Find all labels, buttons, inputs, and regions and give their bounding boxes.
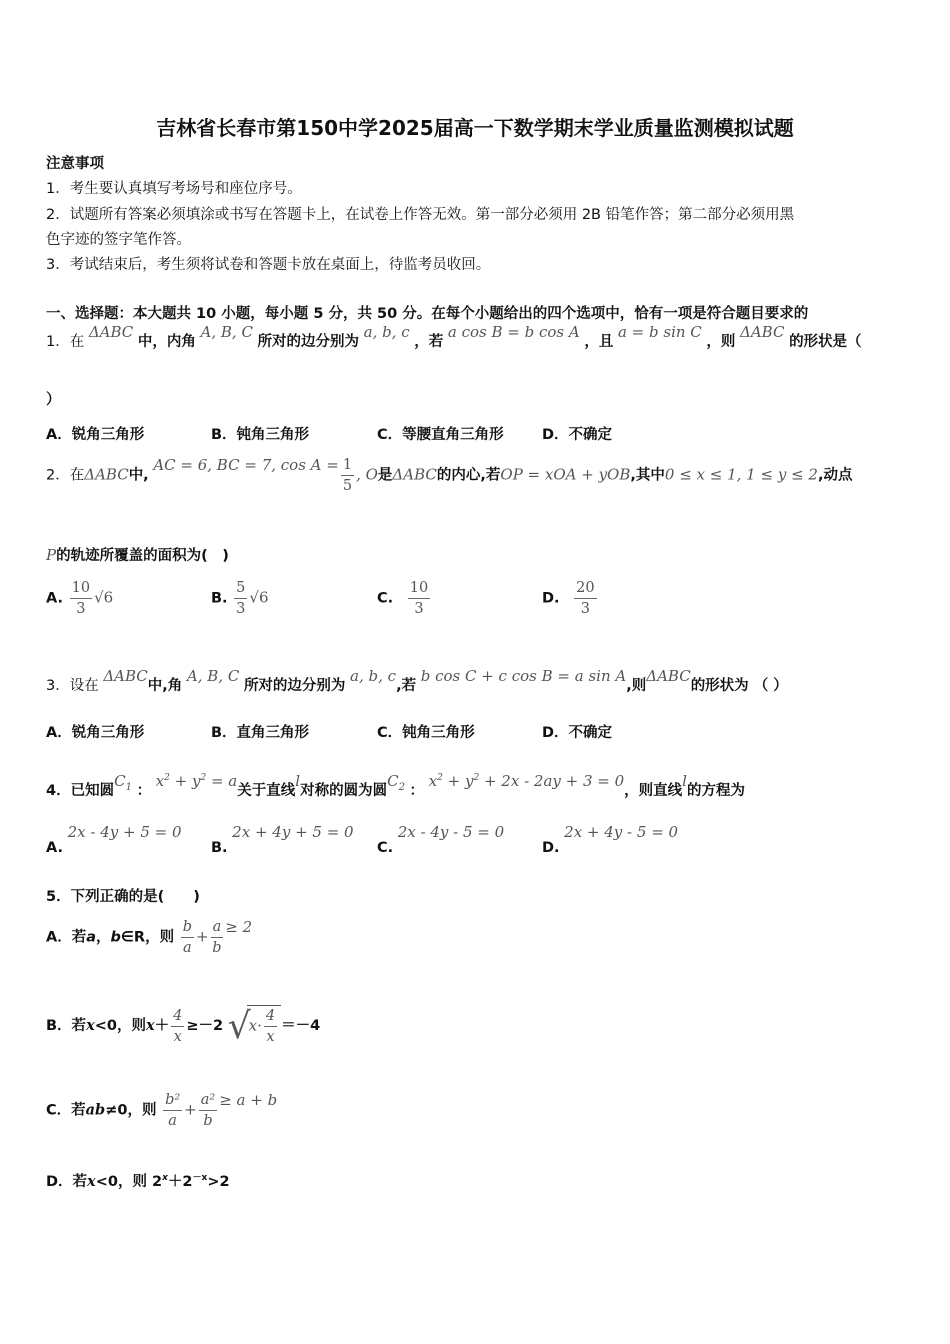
q5-text: ＋ xyxy=(154,1018,170,1034)
q4-eq1-exp: 2 xyxy=(200,773,207,783)
q4-math-c1 xyxy=(114,772,132,793)
q3-math-sides: a, b, c xyxy=(350,667,397,685)
q4-text: 对称的圆为圆 xyxy=(300,783,388,799)
q3-text: 中,角 xyxy=(147,678,183,694)
q3-text: 的形状为 （ ） xyxy=(690,678,788,694)
q2-math-vector: OP = xOA + yOB xyxy=(500,465,631,484)
q5-var: a xyxy=(86,929,97,946)
q1-paren-close: ） xyxy=(46,392,61,408)
q4-option-math: 2x - 4y - 5 = 0 xyxy=(397,823,505,841)
q1-option-d: D．不确定 xyxy=(542,427,613,443)
q4-option-label: A. xyxy=(46,840,63,856)
q2-option-label: B. xyxy=(211,590,228,607)
q1-math-condition-1: a cos B = b cos A xyxy=(447,323,580,341)
q5-text: A．若 xyxy=(46,929,87,946)
q5-option-d xyxy=(46,1170,230,1191)
q2-option-b xyxy=(211,578,269,619)
q5-c-frac-1 xyxy=(163,1090,182,1131)
frac-num: b² xyxy=(163,1090,182,1111)
q2-text: 中, xyxy=(128,467,149,484)
q1-option-b: B．钝角三角形 xyxy=(211,427,310,443)
q4-eq2-exp: 2 xyxy=(473,773,480,783)
q2-frac-den: 5 xyxy=(342,478,353,494)
q1-option-c: C．等腰直角三角形 xyxy=(377,427,504,443)
q3-math-condition: b cos C + c cos B = a sin A xyxy=(420,667,627,685)
notice-item-2: 2．试题所有答案必须填涂或书写在答题卡上，在试卷上作答无效。第一部分必须用 2B 铅笔作答；第二部分必须用黑 xyxy=(46,207,795,223)
q4-c2: C xyxy=(387,772,399,790)
q5-var: x xyxy=(86,1017,95,1034)
q2-d-fraction xyxy=(574,578,596,619)
q5-b-inner-frac xyxy=(264,1006,277,1047)
q2-a-root: √6 xyxy=(94,588,114,607)
q2-option-label: D. xyxy=(542,590,560,607)
question-4 xyxy=(46,772,745,802)
q4-eq2-y: + y xyxy=(442,772,474,790)
q4-option-b xyxy=(211,823,354,856)
q1-math-triangle: ΔABC xyxy=(88,323,134,341)
question-5: 5．下列正确的是( ) xyxy=(46,889,200,905)
q1-text: ，且 xyxy=(584,334,614,350)
q5-text: D．若 xyxy=(46,1174,88,1190)
q4-c1: C xyxy=(114,772,126,790)
q5-b-radicand xyxy=(247,1005,281,1047)
q4-eq2-rhs: + 2x - 2ay + 3 = 0 xyxy=(479,772,625,790)
q4-option-math: 2x + 4y - 5 = 0 xyxy=(564,823,679,841)
q4-math-c2 xyxy=(387,772,405,793)
q2-text: ,其中 xyxy=(630,467,665,484)
frac-den: a xyxy=(183,940,192,956)
q2-line-2 xyxy=(46,544,229,565)
question-1 xyxy=(46,323,862,351)
q5-option-a xyxy=(46,917,252,958)
q2-option-d xyxy=(542,578,599,619)
q2-option-label: C. xyxy=(377,590,394,607)
frac-den: 3 xyxy=(580,601,590,617)
q2-b-root: √6 xyxy=(249,588,269,607)
q5-exp: －x xyxy=(192,1173,208,1184)
frac-den: x xyxy=(173,1028,182,1045)
q4-eq2-x: x xyxy=(428,772,438,790)
q4-eq2-exp: 2 xyxy=(437,773,443,783)
q2-text: 是 xyxy=(377,467,393,484)
q5-var: x xyxy=(145,1017,155,1034)
q5-exp: x xyxy=(162,1173,168,1184)
q4-math-l: l xyxy=(682,772,687,790)
frac-num: 4 xyxy=(171,1006,184,1027)
q5-a-frac-1 xyxy=(181,917,194,958)
q2-frac-num: 1 xyxy=(341,455,354,476)
q5-text: C．若 xyxy=(46,1102,86,1119)
q4-option-d xyxy=(542,823,679,856)
q4-text: 4．已知圆 xyxy=(46,783,115,799)
q5-a-rhs: ≥ 2 xyxy=(225,917,253,936)
q4-option-math: 2x - 4y + 5 = 0 xyxy=(67,823,182,841)
frac-den: a xyxy=(168,1113,177,1129)
q5-plus: + xyxy=(196,927,209,946)
frac-num: 5 xyxy=(234,578,247,599)
q4-c1-sub: 1 xyxy=(125,782,132,793)
q4-text: ： xyxy=(136,783,152,799)
q2-a-fraction xyxy=(70,578,92,619)
q2-number: 2．在 xyxy=(46,467,85,484)
q1-number: 1．在 xyxy=(46,334,85,350)
q2-c-fraction xyxy=(408,578,430,619)
q1-math-sides: a, b, c xyxy=(363,323,410,341)
q4-eq1-y: + y xyxy=(169,772,201,790)
q4-text: ，则直线 xyxy=(624,783,683,799)
q2-b-fraction xyxy=(234,578,247,619)
q3-text: ,若 xyxy=(396,678,417,694)
q2-math-triangle: ΔABC xyxy=(84,465,129,484)
q2-math-triangle: ΔABC xyxy=(392,465,437,484)
question-3 xyxy=(46,667,788,695)
q2-option-c xyxy=(377,578,432,619)
q5-text: <0，则 2 xyxy=(95,1174,163,1190)
q4-c2-sub: 2 xyxy=(398,782,405,793)
q5-text: B．若 xyxy=(46,1018,87,1034)
frac-den: b xyxy=(203,1113,213,1129)
q4-eq1-x: x xyxy=(155,772,165,790)
q5-var: b xyxy=(110,929,121,946)
q4-math-eq1 xyxy=(156,772,238,790)
q5-text: >2 xyxy=(207,1174,230,1190)
q5-text: ≥－2 xyxy=(186,1018,224,1034)
q2-option-a xyxy=(46,578,113,619)
frac-den: 3 xyxy=(76,601,86,617)
q5-c-rhs: ≥ a + b xyxy=(219,1090,278,1109)
q5-var: x xyxy=(87,1173,96,1190)
frac-den: b xyxy=(212,940,222,956)
q5-text: ＋2 xyxy=(167,1174,193,1190)
frac-num: 10 xyxy=(408,578,430,599)
q2-option-label: A. xyxy=(46,590,63,607)
q1-math-angles: A, B, C xyxy=(200,323,253,341)
q2-math-given: AC = 6, BC = 7, cos A = xyxy=(153,455,339,474)
q3-math-triangle: ΔABC xyxy=(103,667,148,685)
q1-text: 中，内角 xyxy=(137,334,196,350)
q4-math-eq2 xyxy=(429,772,625,790)
q3-option-a: A．锐角三角形 xyxy=(46,725,145,741)
frac-den: x xyxy=(266,1029,275,1045)
q4-option-label: B. xyxy=(211,840,228,856)
frac-den: 3 xyxy=(414,601,424,617)
q4-option-c xyxy=(377,823,505,856)
frac-num: 10 xyxy=(70,578,92,599)
q4-option-label: C. xyxy=(377,840,394,856)
q5-text: ∈R，则 xyxy=(120,929,175,946)
q4-eq1-rhs: = a xyxy=(206,772,238,790)
q2-text: 的内心,若 xyxy=(436,467,501,484)
q5-text: ≠0，则 xyxy=(105,1102,157,1119)
sqrt-icon: √ xyxy=(227,1005,251,1047)
q4-option-a xyxy=(46,823,182,856)
q2-text: 的轨迹所覆盖的面积为( ) xyxy=(56,548,229,564)
q4-text: 关于直线 xyxy=(237,783,296,799)
q2-text: ,动点 xyxy=(817,467,853,484)
q2-fraction xyxy=(341,455,354,496)
page-title: 吉林省长春市第150中学2025届高一下数学期末学业质量监测模拟试题 xyxy=(156,116,794,140)
frac-num: 4 xyxy=(264,1006,277,1027)
q4-text: ： xyxy=(409,783,425,799)
q1-text: 的形状是（ xyxy=(789,334,862,350)
q3-option-d: D．不确定 xyxy=(542,725,613,741)
frac-num: a² xyxy=(199,1090,217,1111)
q1-math-triangle: ΔABC xyxy=(740,323,785,341)
q3-text: 所对的边分别为 xyxy=(243,678,346,694)
q5-b-frac xyxy=(171,1006,184,1047)
q4-option-math: 2x + 4y + 5 = 0 xyxy=(232,823,354,841)
notice-heading: 注意事项 xyxy=(46,156,104,172)
q3-option-b: B．直角三角形 xyxy=(211,725,310,741)
q3-math-angles: A, B, C xyxy=(186,667,240,685)
notice-item-1: 1．考生要认真填写考场号和座位序号。 xyxy=(46,181,302,197)
q1-text: ，则 xyxy=(706,334,736,350)
q1-option-a: A．锐角三角形 xyxy=(46,427,145,443)
q5-text: <0，则 xyxy=(94,1018,146,1034)
notice-item-3: 3．考试结束后，考生须将试卷和答题卡放在桌面上，待监考员收回。 xyxy=(46,257,491,273)
q5-c-frac-2 xyxy=(199,1090,217,1131)
frac-den: 3 xyxy=(236,601,246,617)
section-heading: 一、选择题：本大题共 10 小题，每小题 5 分，共 50 分。在每个小题给出的四个选项中，恰有一项是符合题目要求的 xyxy=(46,306,809,322)
q2-math-o: , O xyxy=(356,465,378,484)
notice-item-2-cont: 色字迹的签字笔作答。 xyxy=(46,232,191,248)
q1-math-condition-2: a = b sin C xyxy=(617,323,702,341)
frac-num: b xyxy=(181,917,194,938)
q3-text: ,则 xyxy=(626,678,647,694)
q3-option-c: C．钝角三角形 xyxy=(377,725,475,741)
q5-var: ab xyxy=(85,1101,106,1119)
q5-a-frac-2 xyxy=(211,917,224,958)
q4-text: 的方程为 xyxy=(686,783,745,799)
frac-num: 20 xyxy=(574,578,596,599)
q3-math-triangle: ΔABC xyxy=(646,667,691,685)
frac-num: a xyxy=(211,917,224,938)
q5-option-b xyxy=(46,1005,320,1047)
q1-text: ，若 xyxy=(414,334,444,350)
q2-math-p: P xyxy=(46,546,57,564)
q5-radicand-x: x· xyxy=(248,1016,262,1035)
q4-option-label: D. xyxy=(542,840,560,856)
q5-text: ， xyxy=(96,929,111,946)
q2-math-range: 0 ≤ x ≤ 1, 1 ≤ y ≤ 2 xyxy=(664,465,818,484)
q5-option-c xyxy=(46,1090,277,1131)
q4-math-l: l xyxy=(295,772,301,790)
q5-text: ＝－4 xyxy=(281,1018,321,1034)
q1-text: 所对的边分别为 xyxy=(257,334,360,350)
question-2 xyxy=(46,455,852,496)
q4-eq1-exp: 2 xyxy=(164,773,170,783)
q5-plus: + xyxy=(184,1100,197,1119)
q3-number: 3．设在 xyxy=(46,678,99,694)
